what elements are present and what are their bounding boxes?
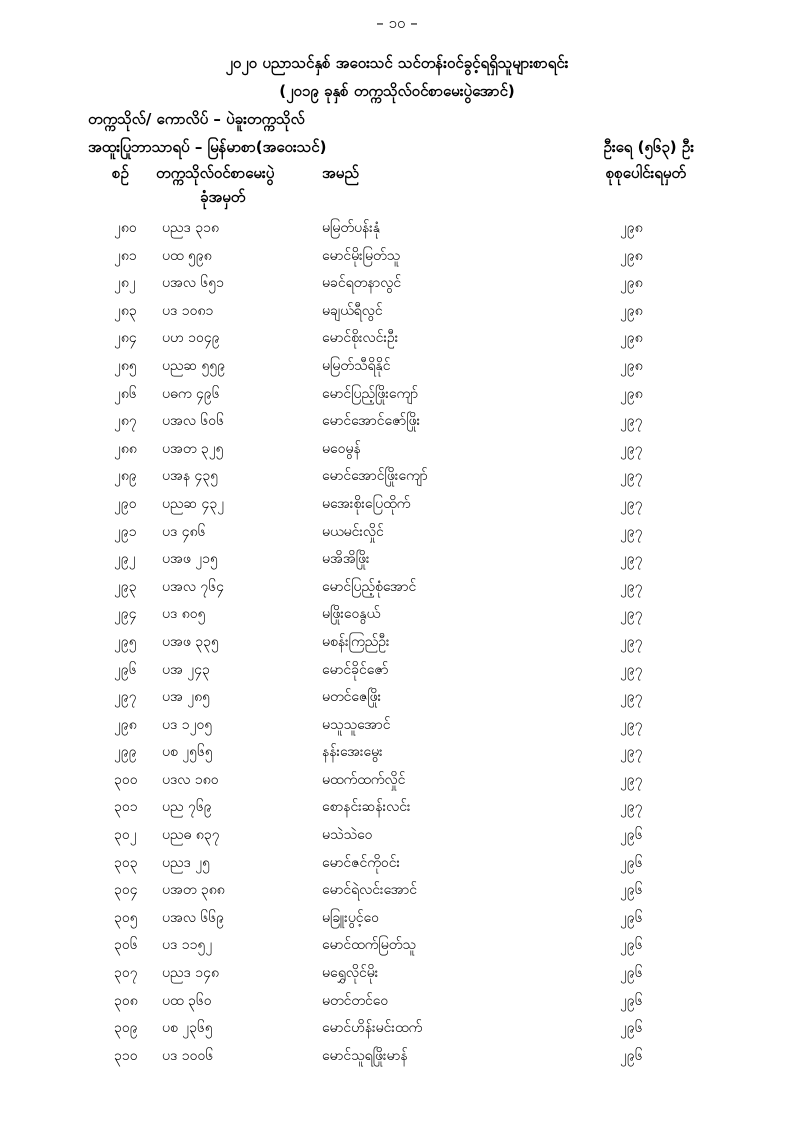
roll-number: ပဟ ၁၀၄၉ bbox=[162, 330, 220, 347]
row-number: ၂၈၄ bbox=[114, 330, 137, 347]
row-number: ၃၀၆ bbox=[114, 937, 138, 954]
table-row bbox=[0, 770, 794, 798]
student-count: ဦးရေ (၅၆၃) ဦး bbox=[603, 138, 694, 156]
table-row bbox=[0, 577, 794, 605]
roll-number: ပညဒ ၂၅ bbox=[162, 854, 211, 871]
total-score: ၂၉၈ bbox=[620, 220, 643, 236]
roll-number: ပအလ ၆၀၆ bbox=[162, 413, 225, 430]
student-name: မခြူးပွင့်ဝေ bbox=[322, 909, 380, 926]
row-number: ၂၈၇ bbox=[114, 413, 137, 430]
student-name: မချယ်ရီလွင် bbox=[322, 302, 383, 319]
student-name: မောင်ခိုင်ဇော် bbox=[322, 661, 389, 678]
roll-number: ပညဓ ၈၃၇ bbox=[162, 827, 220, 844]
roll-number: ပအဖ ၂၁၅ bbox=[162, 551, 218, 568]
table-row bbox=[0, 218, 794, 246]
roll-number: ပဒ ၈၀၅ bbox=[162, 606, 206, 623]
student-name: မောင်ထက်မြတ်သူ bbox=[322, 937, 416, 954]
row-number: ၃၀၁ bbox=[114, 799, 138, 816]
row-number: ၂၈၀ bbox=[114, 220, 137, 236]
student-name: မတင်ဇေဖြိုး bbox=[322, 689, 382, 706]
total-score: ၂၉၇ bbox=[620, 716, 643, 733]
table-row bbox=[0, 522, 794, 550]
roll-number: ပည ၇၆၉ bbox=[162, 799, 212, 816]
total-score: ၂၉၈ bbox=[620, 275, 643, 292]
student-name: မအိအိဖြိုး bbox=[322, 551, 370, 568]
row-number: ၂၉၁ bbox=[114, 523, 137, 540]
roll-number: ပအ ၂၄၃ bbox=[162, 661, 210, 678]
roll-number: ပဒ ၁၀၈၁ bbox=[162, 302, 214, 319]
subject-label: အထူးပြုဘာသာရပ် – မြန်မာစာ(အဝေးသင်) bbox=[88, 138, 327, 156]
table-row bbox=[0, 908, 794, 936]
roll-number: ပညဒ ၃၁၈ bbox=[162, 220, 220, 236]
student-name: မောင်အောင်ဇော်ဖြိုး bbox=[322, 413, 421, 430]
row-number: ၂၈၆ bbox=[114, 385, 137, 402]
roll-number: ပညဆ ၄၃၂ bbox=[162, 495, 225, 512]
total-score: ၂၉၈ bbox=[620, 385, 643, 402]
row-number: ၂၈၈ bbox=[114, 440, 137, 457]
table-row bbox=[0, 604, 794, 632]
total-score: ၂၉၇ bbox=[620, 661, 643, 678]
row-number: ၂၉၉ bbox=[114, 744, 137, 761]
university-label: တက္ကသိုလ်/ ကောလိပ် – ပဲခူးတက္ကသိုလ် bbox=[88, 110, 305, 128]
row-number: ၃၀၃ bbox=[114, 854, 138, 871]
row-number: ၂၈၉ bbox=[114, 468, 137, 485]
roll-number: ပညဒ ၁၄၈ bbox=[162, 965, 220, 982]
student-name: မောင်ပြည့်ဖြိုးကျော် bbox=[322, 385, 419, 402]
column-header-number: စဉ် bbox=[112, 164, 129, 182]
row-number: ၃၁၀ bbox=[114, 1047, 138, 1064]
column-header-roll-line2: ခုံအမှတ် bbox=[200, 188, 246, 206]
total-score: ၂၉၇ bbox=[620, 744, 643, 761]
total-score: ၂၉၇ bbox=[620, 578, 643, 595]
document-title: ၂၀၂၀ ပညာသင်နှစ် အဝေးသင် သင်တန်းဝင်ခွင့်ရရှိသူများစာရင်း bbox=[225, 54, 569, 72]
table-row bbox=[0, 853, 794, 881]
table-row bbox=[0, 466, 794, 494]
row-number: ၂၈၅ bbox=[114, 357, 137, 374]
student-name: မောင်ဇင်ကိုဝင်း bbox=[322, 854, 401, 871]
student-name: နန်းအေးမွေး bbox=[322, 744, 383, 761]
row-number: ၃၀၀ bbox=[114, 771, 138, 788]
roll-number: ပအတ ၃၈၈ bbox=[162, 882, 225, 899]
roll-number: ပအတ ၃၂၅ bbox=[162, 440, 224, 457]
roll-number: ပအဖ ၃၃၅ bbox=[162, 633, 219, 650]
row-number: ၂၉၂ bbox=[114, 551, 136, 568]
student-name: စောနင်းဆန်းလင်း bbox=[322, 799, 411, 816]
table-row bbox=[0, 384, 794, 412]
table-row bbox=[0, 742, 794, 770]
student-name: မသဲသဲဝေ bbox=[322, 827, 373, 844]
roll-number: ပဒ ၄၈၆ bbox=[162, 523, 206, 540]
student-name: မမြတ်သီရိနိုင် bbox=[322, 357, 391, 374]
roll-number: ပအလ ၆၆၉ bbox=[162, 909, 225, 926]
row-number: ၂၈၁ bbox=[114, 247, 137, 264]
column-header-score: စုစုပေါင်းရမှတ် bbox=[605, 164, 686, 182]
table-row bbox=[0, 660, 794, 688]
table-row bbox=[0, 1046, 794, 1074]
total-score: ၂၉၆ bbox=[620, 1020, 643, 1037]
student-name: မောင်အောင်ဖြိုးကျော် bbox=[322, 468, 428, 485]
roll-number: ပစ ၂၃၆၅ bbox=[162, 1020, 213, 1037]
row-number: ၃၀၅ bbox=[114, 909, 138, 926]
student-name: မထက်ထက်လှိုင် bbox=[322, 771, 406, 788]
roll-number: ပထ ၅၉၈ bbox=[162, 247, 212, 264]
student-name: မောင်ဟိန်းမင်းထက် bbox=[322, 1020, 423, 1037]
document-subtitle: (၂၀၁၉ ခုနှစ် တက္ကသိုလ်ဝင်စာမေးပွဲအောင်) bbox=[279, 82, 515, 100]
total-score: ၂၉၇ bbox=[620, 468, 643, 485]
student-name: မစန်းကြည်ဦး bbox=[322, 633, 390, 650]
student-name: မောင်မိုးမြတ်သူ bbox=[322, 247, 401, 264]
table-row bbox=[0, 825, 794, 853]
student-name: မောင်ရဲလင်းအောင် bbox=[322, 882, 418, 899]
total-score: ၂၉၇ bbox=[620, 523, 643, 540]
total-score: ၂၉၇ bbox=[620, 606, 643, 623]
student-name: မယမင်းလှိုင် bbox=[322, 523, 384, 540]
total-score: ၂၉၆ bbox=[620, 965, 643, 982]
student-name: မခင်ရတနာလွင် bbox=[322, 275, 402, 292]
total-score: ၂၉၇ bbox=[620, 413, 643, 430]
table-row bbox=[0, 963, 794, 991]
table-row bbox=[0, 439, 794, 467]
table-row bbox=[0, 797, 794, 825]
total-score: ၂၉၆ bbox=[620, 937, 643, 954]
roll-number: ပဒ ၁၁၅၂ bbox=[162, 937, 213, 954]
table-row bbox=[0, 632, 794, 660]
row-number: ၂၉၃ bbox=[114, 578, 137, 595]
column-header-roll: တက္ကသိုလ်ဝင်စာမေးပွဲ bbox=[156, 164, 275, 182]
student-name: မတင်တင်ဝေ bbox=[322, 992, 389, 1009]
roll-number: ပထ ၃၆၀ bbox=[162, 992, 212, 1009]
table-row bbox=[0, 715, 794, 743]
table-row bbox=[0, 301, 794, 329]
row-number: ၂၈၃ bbox=[114, 302, 137, 319]
roll-number: ပဒ ၁၂၀၅ bbox=[162, 716, 213, 733]
roll-number: ပဓက ၄၉၆ bbox=[162, 385, 220, 402]
total-score: ၂၉၆ bbox=[620, 827, 643, 844]
column-header-name: အမည် bbox=[322, 164, 359, 182]
table-row bbox=[0, 991, 794, 1019]
table-row bbox=[0, 935, 794, 963]
table-row bbox=[0, 880, 794, 908]
total-score: ၂၉၈ bbox=[620, 357, 643, 374]
row-number: ၂၉၀ bbox=[114, 495, 137, 512]
student-name: မဝေမွန် bbox=[322, 440, 361, 457]
student-name: မသူသူအောင် bbox=[322, 716, 391, 733]
roll-number: ပအလ ၇၆၄ bbox=[162, 578, 225, 595]
total-score: ၂၉၇ bbox=[620, 689, 643, 706]
total-score: ၂၉၈ bbox=[620, 330, 643, 347]
total-score: ၂၉၇ bbox=[620, 440, 643, 457]
student-name: မမြတ်ပန်းနုံ bbox=[322, 220, 380, 236]
table-row bbox=[0, 687, 794, 715]
roll-number: ပဒလ ၁၈၀ bbox=[162, 771, 219, 788]
table-row bbox=[0, 1018, 794, 1046]
total-score: ၂၉၇ bbox=[620, 771, 643, 788]
results-table bbox=[0, 218, 794, 1073]
total-score: ၂၉၆ bbox=[620, 909, 643, 926]
table-row bbox=[0, 273, 794, 301]
table-row bbox=[0, 549, 794, 577]
total-score: ၂၉၈ bbox=[620, 247, 643, 264]
student-name: မောင်စိုးလင်းဦး bbox=[322, 330, 399, 347]
roll-number: ပအန ၄၃၅ bbox=[162, 468, 219, 485]
row-number: ၂၉၇ bbox=[114, 689, 137, 706]
row-number: ၃၀၇ bbox=[114, 965, 138, 982]
student-name: မရွှေလိုင်မိုး bbox=[322, 965, 379, 982]
row-number: ၂၉၈ bbox=[114, 716, 137, 733]
student-name: မောင်ပြည့်စုံအောင် bbox=[322, 578, 417, 595]
total-score: ၂၉၆ bbox=[620, 992, 643, 1009]
roll-number: ပညဆ ၅၅၉ bbox=[162, 357, 226, 374]
table-row bbox=[0, 411, 794, 439]
row-number: ၃၀၂ bbox=[114, 827, 137, 844]
roll-number: ပအ ၂၈၅ bbox=[162, 689, 211, 706]
roll-number: ပအလ ၆၅၁ bbox=[162, 275, 225, 292]
row-number: ၃၀၈ bbox=[114, 992, 138, 1009]
student-name: မောင်သူရဖြိုးမာန် bbox=[322, 1047, 408, 1064]
roll-number: ပဒ ၁၀၀၆ bbox=[162, 1047, 214, 1064]
total-score: ၂၉၆ bbox=[620, 854, 643, 871]
row-number: ၂၉၅ bbox=[114, 633, 137, 650]
student-name: မဖြိုးဝေနွယ် bbox=[322, 606, 381, 623]
total-score: ၂၉၆ bbox=[620, 882, 643, 899]
row-number: ၂၉၆ bbox=[114, 661, 137, 678]
table-row bbox=[0, 356, 794, 384]
row-number: ၃၀၄ bbox=[114, 882, 138, 899]
roll-number: ပစ ၂၅၆၅ bbox=[162, 744, 213, 761]
table-row bbox=[0, 328, 794, 356]
row-number: ၂၉၄ bbox=[114, 606, 137, 623]
page-number: – ၁၀ – bbox=[376, 14, 418, 32]
total-score: ၂၉၇ bbox=[620, 633, 643, 650]
table-row bbox=[0, 494, 794, 522]
total-score: ၂၉၇ bbox=[620, 495, 643, 512]
student-name: မအေးစိုးပြေထိုက် bbox=[322, 495, 411, 512]
total-score: ၂၉၆ bbox=[620, 1047, 643, 1064]
table-row bbox=[0, 246, 794, 274]
total-score: ၂၉၇ bbox=[620, 551, 643, 568]
row-number: ၃၀၉ bbox=[114, 1020, 138, 1037]
row-number: ၂၈၂ bbox=[114, 275, 136, 292]
total-score: ၂၉၇ bbox=[620, 799, 643, 816]
total-score: ၂၉၈ bbox=[620, 302, 643, 319]
